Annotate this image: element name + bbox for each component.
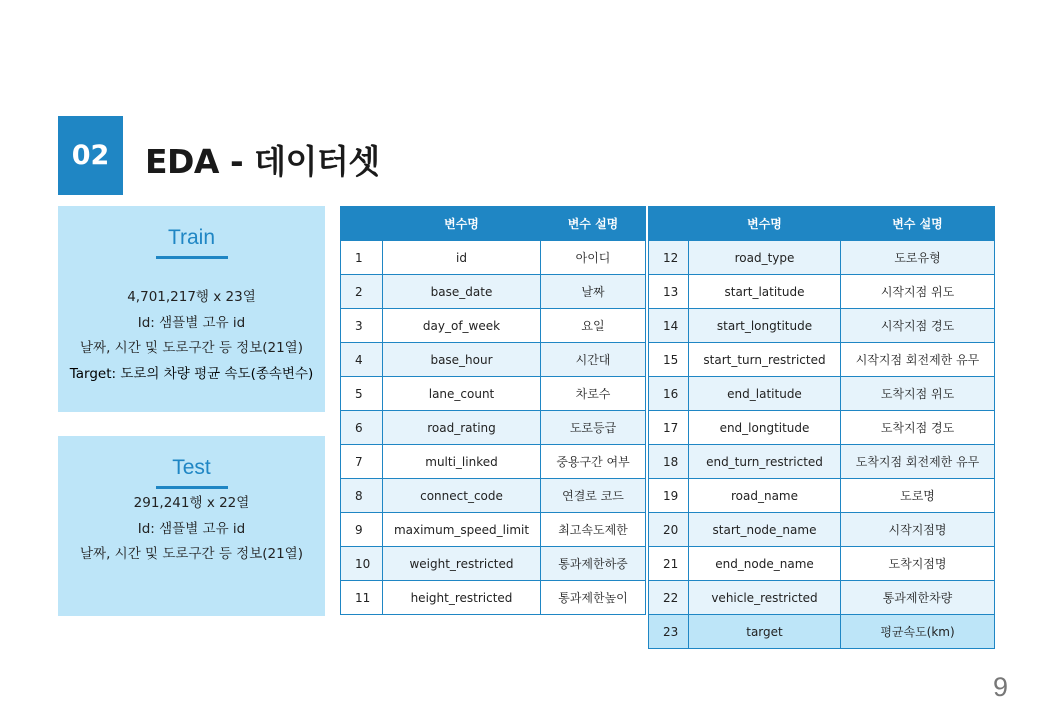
cell-desc: 요일 xyxy=(541,309,646,343)
cell-desc: 도착지점 경도 xyxy=(841,411,995,445)
test-title-underline xyxy=(156,486,228,489)
cell-num: 22 xyxy=(649,581,689,615)
table-row xyxy=(341,377,646,411)
table-row xyxy=(649,411,995,445)
train-id-desc: Id: 샘플별 고유 id xyxy=(137,314,246,331)
table-row xyxy=(649,615,995,649)
cell-desc: 도로명 xyxy=(841,479,995,513)
header-variable-desc: 변수 설명 xyxy=(541,207,646,241)
cell-desc: 도로유형 xyxy=(841,241,995,275)
cell-num: 23 xyxy=(649,615,689,649)
cell-num: 3 xyxy=(341,309,383,343)
train-features-desc: 날짜, 시간 및 도로구간 등 정보(21열) xyxy=(80,340,303,356)
cell-desc: 날짜 xyxy=(541,275,646,309)
cell-num: 18 xyxy=(649,445,689,479)
test-card xyxy=(58,436,325,616)
cell-num: 2 xyxy=(341,275,383,309)
cell-num: 8 xyxy=(341,479,383,513)
cell-num: 7 xyxy=(341,445,383,479)
cell-desc: 시작지점 위도 xyxy=(841,275,995,309)
variables-table-right xyxy=(648,206,995,649)
cell-desc: 도착지점명 xyxy=(841,547,995,581)
table-row xyxy=(649,343,995,377)
cell-num: 14 xyxy=(649,309,689,343)
cell-name: road_name xyxy=(689,479,841,513)
cell-name: start_node_name xyxy=(689,513,841,547)
cell-name: lane_count xyxy=(383,377,541,411)
table-row xyxy=(341,581,646,615)
cell-desc: 시작지점 경도 xyxy=(841,309,995,343)
cell-name: maximum_speed_limit xyxy=(383,513,541,547)
test-shape: 291,241행 x 22열 xyxy=(133,495,250,511)
cell-name: day_of_week xyxy=(383,309,541,343)
table-header-row xyxy=(649,207,995,241)
cell-name: multi_linked xyxy=(383,445,541,479)
table-row xyxy=(649,581,995,615)
table-row xyxy=(341,309,646,343)
table-row xyxy=(341,547,646,581)
table-row xyxy=(649,241,995,275)
cell-desc: 도착지점 회전제한 유무 xyxy=(841,445,995,479)
cell-num: 21 xyxy=(649,547,689,581)
variables-table-left xyxy=(340,206,646,615)
table-row xyxy=(649,445,995,479)
cell-desc: 최고속도제한 xyxy=(541,513,646,547)
table-row xyxy=(341,275,646,309)
table-row xyxy=(649,513,995,547)
table-row xyxy=(649,309,995,343)
cell-num: 9 xyxy=(341,513,383,547)
table-row xyxy=(341,241,646,275)
table-row xyxy=(341,343,646,377)
cell-num: 5 xyxy=(341,377,383,411)
cell-name: road_rating xyxy=(383,411,541,445)
header-num xyxy=(341,207,383,241)
cell-num: 6 xyxy=(341,411,383,445)
train-title: Train xyxy=(167,226,216,249)
cell-name: road_type xyxy=(689,241,841,275)
header-variable-name: 변수명 xyxy=(689,207,841,241)
cell-desc: 시간대 xyxy=(541,343,646,377)
cell-name: start_turn_restricted xyxy=(689,343,841,377)
table-row xyxy=(341,479,646,513)
table-row xyxy=(341,445,646,479)
section-number-badge xyxy=(58,116,123,195)
cell-name: start_latitude xyxy=(689,275,841,309)
header-variable-desc: 변수 설명 xyxy=(841,207,995,241)
cell-name: base_date xyxy=(383,275,541,309)
cell-num: 12 xyxy=(649,241,689,275)
cell-desc: 중용구간 여부 xyxy=(541,445,646,479)
cell-desc: 통과제한높이 xyxy=(541,581,646,615)
page-title: EDA - 데이터셋 xyxy=(145,142,380,181)
cell-num: 10 xyxy=(341,547,383,581)
test-info xyxy=(58,491,325,568)
cell-desc: 평균속도(km) xyxy=(841,615,995,649)
header-variable-name: 변수명 xyxy=(383,207,541,241)
cell-desc: 시작지점 회전제한 유무 xyxy=(841,343,995,377)
cell-name: end_node_name xyxy=(689,547,841,581)
cell-name: end_latitude xyxy=(689,377,841,411)
cell-num: 19 xyxy=(649,479,689,513)
test-id-desc: Id: 샘플별 고유 id xyxy=(137,520,246,537)
cell-num: 20 xyxy=(649,513,689,547)
cell-desc: 도착지점 위도 xyxy=(841,377,995,411)
cell-name: end_longtitude xyxy=(689,411,841,445)
page-number: 9 xyxy=(992,672,1008,702)
cell-name: connect_code xyxy=(383,479,541,513)
cell-name: target xyxy=(689,615,841,649)
test-features-desc: 날짜, 시간 및 도로구간 등 정보(21열) xyxy=(80,546,303,562)
cell-desc: 도로등급 xyxy=(541,411,646,445)
cell-name: base_hour xyxy=(383,343,541,377)
train-info xyxy=(58,285,325,387)
cell-num: 15 xyxy=(649,343,689,377)
table-row xyxy=(649,275,995,309)
cell-num: 4 xyxy=(341,343,383,377)
train-card xyxy=(58,206,325,412)
header-num xyxy=(649,207,689,241)
cell-num: 1 xyxy=(341,241,383,275)
train-title-underline xyxy=(156,256,228,259)
cell-num: 16 xyxy=(649,377,689,411)
cell-desc: 통과제한차량 xyxy=(841,581,995,615)
cell-desc: 연결로 코드 xyxy=(541,479,646,513)
cell-desc: 시작지점명 xyxy=(841,513,995,547)
table-row xyxy=(341,513,646,547)
cell-num: 13 xyxy=(649,275,689,309)
table-row xyxy=(649,377,995,411)
cell-name: start_longtitude xyxy=(689,309,841,343)
cell-desc: 아이디 xyxy=(541,241,646,275)
cell-num: 17 xyxy=(649,411,689,445)
cell-desc: 통과제한하중 xyxy=(541,547,646,581)
section-number: 02 xyxy=(71,140,110,171)
test-title: Test xyxy=(172,456,211,479)
cell-name: end_turn_restricted xyxy=(689,445,841,479)
table-row xyxy=(341,411,646,445)
cell-num: 11 xyxy=(341,581,383,615)
cell-name: vehicle_restricted xyxy=(689,581,841,615)
train-target-desc: Target: 도로의 차량 평균 속도(종속변수) xyxy=(69,365,314,382)
table-header-row xyxy=(341,207,646,241)
table-row xyxy=(649,479,995,513)
cell-name: id xyxy=(383,241,541,275)
cell-name: height_restricted xyxy=(383,581,541,615)
cell-desc: 차로수 xyxy=(541,377,646,411)
table-row xyxy=(649,547,995,581)
cell-name: weight_restricted xyxy=(383,547,541,581)
train-shape: 4,701,217행 x 23열 xyxy=(127,289,256,305)
